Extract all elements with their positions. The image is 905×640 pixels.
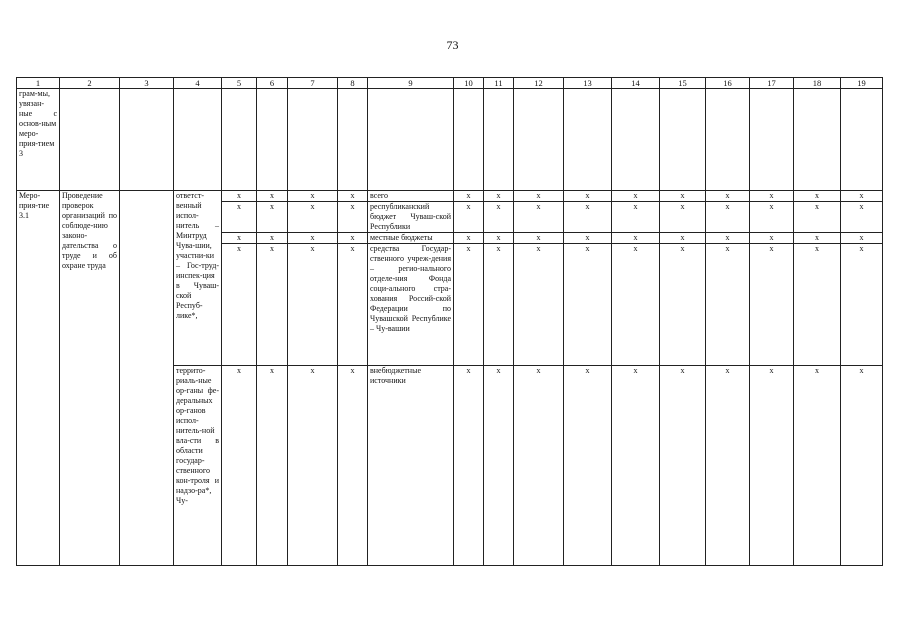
funding-source: республиканский бюджет Чуваш-ской Республики [368,202,454,233]
funding-source: местные бюджеты [368,233,454,244]
col-header: 16 [706,78,750,89]
mark-cell: x [612,233,660,244]
event-executor-part1: ответст-венный испол-нитель – Минтруд Чува-шии, участни-ки – Гос-труд-инспек-ция в Чуваш-ской Респуб-лике*, [174,191,222,366]
mark-cell: x [257,202,288,233]
col-header: 12 [514,78,564,89]
previous-program-text: грам-мы, увязан-ные с основ-ным меро-прия-тием 3 [17,89,60,191]
mark-cell: x [484,244,514,366]
mark-cell: x [794,191,841,202]
mark-cell: x [660,244,706,366]
funding-source: всего [368,191,454,202]
mark-cell: x [750,244,794,366]
col-header: 3 [120,78,174,89]
mark-cell: x [222,191,257,202]
mark-cell: x [514,191,564,202]
mark-cell: x [612,202,660,233]
mark-cell: x [222,233,257,244]
col-header: 15 [660,78,706,89]
mark-cell: x [794,244,841,366]
mark-cell: x [288,244,338,366]
col-header: 13 [564,78,612,89]
mark-cell: x [841,244,883,366]
program-table [16,77,883,566]
mark-cell: x [484,233,514,244]
col-header: 17 [750,78,794,89]
previous-program-row [17,89,883,191]
mark-cell: x [338,191,368,202]
mark-cell: x [514,366,564,566]
mark-cell: x [484,191,514,202]
mark-cell: x [750,191,794,202]
col-header: 14 [612,78,660,89]
mark-cell: x [794,233,841,244]
mark-cell: x [841,191,883,202]
mark-cell: x [706,202,750,233]
mark-cell: x [612,366,660,566]
mark-cell: x [794,366,841,566]
col-header: 2 [60,78,120,89]
mark-cell: x [660,202,706,233]
mark-cell: x [750,233,794,244]
mark-cell: x [750,366,794,566]
funding-source: внебюджетные источники [368,366,454,566]
mark-cell: x [564,366,612,566]
mark-cell: x [257,244,288,366]
mark-cell: x [454,366,484,566]
col-header: 8 [338,78,368,89]
mark-cell: x [288,366,338,566]
mark-cell: x [514,233,564,244]
col-header: 4 [174,78,222,89]
mark-cell: x [257,233,288,244]
col-header: 10 [454,78,484,89]
col-header: 6 [257,78,288,89]
col-header: 19 [841,78,883,89]
mark-cell: x [454,244,484,366]
mark-cell: x [338,233,368,244]
col-header: 9 [368,78,454,89]
empty-col-3 [120,191,174,566]
col-header: 7 [288,78,338,89]
mark-cell: x [454,191,484,202]
column-number-row [17,78,883,89]
mark-cell: x [612,244,660,366]
mark-cell: x [841,202,883,233]
col-header: 5 [222,78,257,89]
event-executor-part2: террито-риаль-ные ор-ганы фе-деральных ор-ганов испол-нитель-ной вла-сти в области государ-ственного кон-троля и надзо-ра*, Чу- [174,366,222,566]
source-row-total [17,191,883,202]
mark-cell: x [257,366,288,566]
mark-cell: x [484,366,514,566]
mark-cell: x [564,191,612,202]
mark-cell: x [222,244,257,366]
mark-cell: x [454,233,484,244]
mark-cell: x [257,191,288,202]
mark-cell: x [564,233,612,244]
event-name: Проведение проверок организаций по соблюде-нию законо-дательства о труде и об охране труда [60,191,120,566]
col-header: 18 [794,78,841,89]
mark-cell: x [222,366,257,566]
mark-cell: x [454,202,484,233]
mark-cell: x [706,191,750,202]
mark-cell: x [750,202,794,233]
event-code: Меро-прия-тие 3.1 [17,191,60,566]
mark-cell: x [706,244,750,366]
mark-cell: x [794,202,841,233]
mark-cell: x [338,202,368,233]
mark-cell: x [288,233,338,244]
mark-cell: x [841,233,883,244]
page-number: 73 [446,38,459,52]
mark-cell: x [706,366,750,566]
mark-cell: x [514,244,564,366]
mark-cell: x [288,202,338,233]
mark-cell: x [612,191,660,202]
mark-cell: x [841,366,883,566]
mark-cell: x [484,202,514,233]
mark-cell: x [222,202,257,233]
mark-cell: x [564,244,612,366]
col-header: 11 [484,78,514,89]
mark-cell: x [514,202,564,233]
mark-cell: x [288,191,338,202]
mark-cell: x [338,366,368,566]
col-header: 1 [17,78,60,89]
mark-cell: x [338,244,368,366]
mark-cell: x [564,202,612,233]
mark-cell: x [660,233,706,244]
mark-cell: x [706,233,750,244]
funding-source: средства Государ-ственного учреж-дения – регио-нального отделе-ния Фонда соци-ального стра-хования Россий-ской Федерации по Чувашской Республике – Чу-вашии [368,244,454,366]
mark-cell: x [660,191,706,202]
mark-cell: x [660,366,706,566]
